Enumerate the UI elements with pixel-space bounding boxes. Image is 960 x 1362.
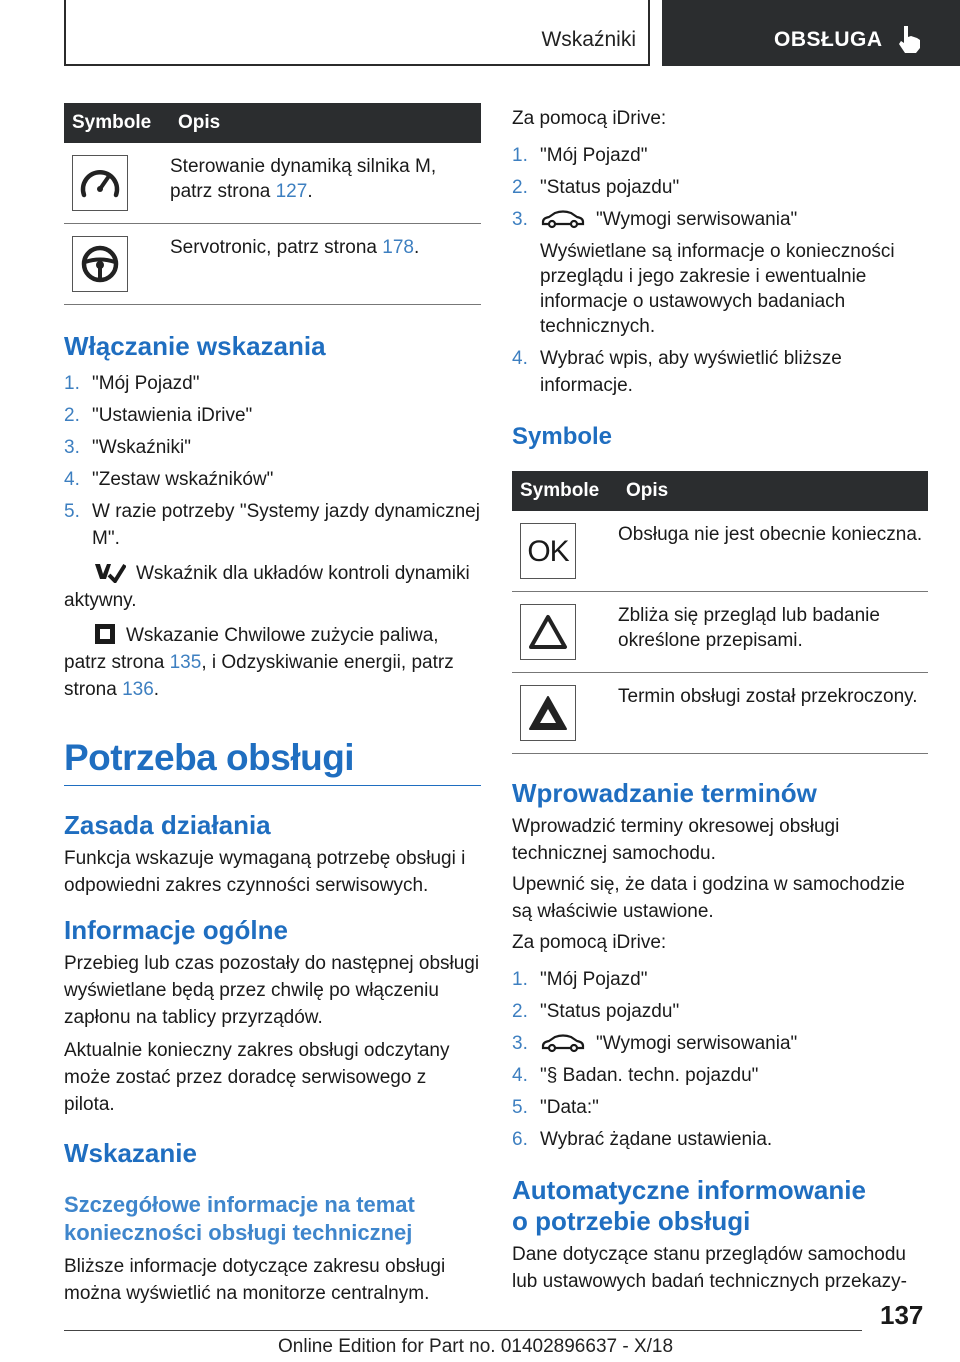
activate-steps	[64, 370, 481, 552]
steering-wheel-icon	[72, 236, 128, 292]
idrive-intro: Za pomocą iDrive:	[512, 932, 667, 953]
page-number: 137	[880, 1300, 924, 1330]
table-row	[512, 673, 928, 754]
car-icon	[540, 1033, 586, 1053]
principle-heading: Zasada działania	[64, 810, 271, 840]
warning-triangle-filled-icon	[520, 685, 576, 741]
dates-paragraph: Wprowadzić terminy okresowej obsługi technicznej samochodu.	[512, 816, 840, 864]
section-title: Wskaźniki	[541, 28, 636, 51]
status-steps-cont	[512, 345, 928, 399]
list-item: 4. "Zestaw wskaźników"	[64, 469, 274, 490]
chapter-title: OBSŁUGA	[774, 28, 883, 51]
symbols-table-right	[512, 471, 928, 754]
col-symbol-header: Symbole	[64, 103, 170, 143]
details-text: Bliższe informacje dotyczące zakresu obsługi można wyświetlić na monitorze centralnym.	[64, 1256, 446, 1304]
list-item: 6. Wybrać żądane ustawienia.	[512, 1129, 773, 1150]
header-section-box	[64, 0, 650, 66]
general-heading: Informacje ogólne	[64, 915, 288, 945]
square-icon	[94, 623, 116, 645]
list-item: 2. "Status pojazdu"	[512, 1001, 680, 1022]
list-item: 2. "Status pojazdu"	[512, 177, 680, 198]
list-item: 4. "§ Badan. techn. pojazdu"	[512, 1065, 759, 1086]
list-item: 2. "Ustawienia iDrive"	[64, 405, 253, 426]
row-text: Termin obsługi został przekroczony.	[618, 673, 928, 754]
list-item: 1. "Mój Pojazd"	[64, 373, 200, 394]
general-paragraph: Przebieg lub czas pozostały do następnej obsługi wyświetlane będą przez chwilę po włączeniu zapłonu na tablicy przyrządów.	[64, 953, 480, 1028]
header-chapter-box	[662, 0, 960, 66]
list-item: 1. "Mój Pojazd"	[512, 145, 648, 166]
note-fuel-consumption: Wskazanie Chwilowe zużycie paliwa, patrz strona 135, i Odzyskiwanie energii, patrz strona 136.	[64, 625, 454, 700]
dates-heading: Wprowadzanie terminów	[512, 778, 817, 808]
list-item: 3. "Wskaźniki"	[64, 437, 191, 458]
list-item: 1. "Mój Pojazd"	[512, 969, 648, 990]
footer-divider	[64, 1330, 862, 1331]
page-link[interactable]: 136	[122, 679, 154, 700]
auto-heading: Automatyczne informowanie o potrzebie obsługi	[512, 1175, 866, 1236]
page-link[interactable]: 127	[275, 181, 308, 202]
general-paragraph: Aktualnie konieczny zakres obsługi odczytany może zostać przez doradcę serwisowego z pilota.	[64, 1040, 450, 1115]
display-heading: Wskazanie	[64, 1138, 197, 1168]
details-heading: Szczegółowe informacje na temat konieczności obsługi technicznej	[64, 1192, 415, 1245]
list-item: 3. "Wymogi serwisowania"	[512, 1033, 798, 1054]
hand-pointer-icon	[895, 24, 923, 54]
list-item: 3. "Wymogi serwisowania"	[512, 209, 798, 230]
left-column	[64, 103, 481, 1307]
table-header-row	[512, 471, 928, 511]
table-header-row	[64, 103, 481, 143]
right-column	[512, 103, 928, 1295]
row-text: Zbliża się przegląd lub badanie określone przepisami.	[618, 592, 928, 673]
dates-steps	[512, 966, 928, 1153]
list-item: 5. W razie potrzeby "Systemy jazdy dynamicznej M".	[64, 501, 480, 549]
auto-text: Dane dotyczące stanu przeglądów samochodu lub ustawowych badań technicznych przekazy-	[512, 1244, 907, 1292]
status-steps	[512, 142, 928, 233]
table-row	[512, 592, 928, 673]
col-desc-header: Opis	[618, 471, 928, 511]
row-text: Obsługa nie jest obecnie konieczna.	[618, 511, 928, 592]
edition-text: Online Edition for Part no. 01402896637 - X/18	[278, 1336, 674, 1357]
page-link[interactable]: 178	[382, 237, 414, 258]
table-row: Servotronic, patrz strona 178.	[64, 224, 481, 305]
table-row: Sterowanie dynamiką silnika M, patrz strona 127.	[64, 143, 481, 224]
check-flag-icon	[94, 561, 126, 583]
ok-icon: OK	[520, 523, 576, 579]
dates-paragraph: Upewnić się, że data i godzina w samochodzie są właściwie ustawione.	[512, 874, 905, 922]
list-item: 4. Wybrać wpis, aby wyświetlić bliższe informacje.	[512, 348, 842, 396]
activate-heading: Włączanie wskazania	[64, 331, 326, 361]
symbols-table-left	[64, 103, 481, 305]
list-item: 5. "Data:"	[512, 1097, 599, 1118]
col-symbol-header: Symbole	[512, 471, 618, 511]
page-link[interactable]: 135	[169, 652, 202, 673]
note-dynamic-control: Wskaźnik dla układów kontroli dynamiki aktywny.	[64, 563, 470, 611]
principle-text: Funkcja wskazuje wymaganą potrzebę obsługi i odpowiedni zakres czynności serwisowych.	[64, 848, 466, 896]
row-text: Sterowanie dynamiką silnika M, patrz strona	[170, 156, 437, 202]
symbols-heading: Symbole	[512, 423, 613, 450]
service-title: Potrzeba obsługi	[64, 737, 355, 778]
car-icon	[540, 209, 586, 229]
row-text: Servotronic, patrz strona	[170, 237, 383, 258]
gauge-icon	[72, 155, 128, 211]
step3-description: Wyświetlane są informacje o konieczności przeglądu i jego zakresie i ewentualnie informacje o ustawowych badaniach technicznych.	[540, 241, 895, 337]
col-desc-header: Opis	[170, 103, 481, 143]
table-row	[512, 511, 928, 592]
warning-triangle-outline-icon	[520, 604, 576, 660]
idrive-intro: Za pomocą iDrive:	[512, 108, 667, 129]
